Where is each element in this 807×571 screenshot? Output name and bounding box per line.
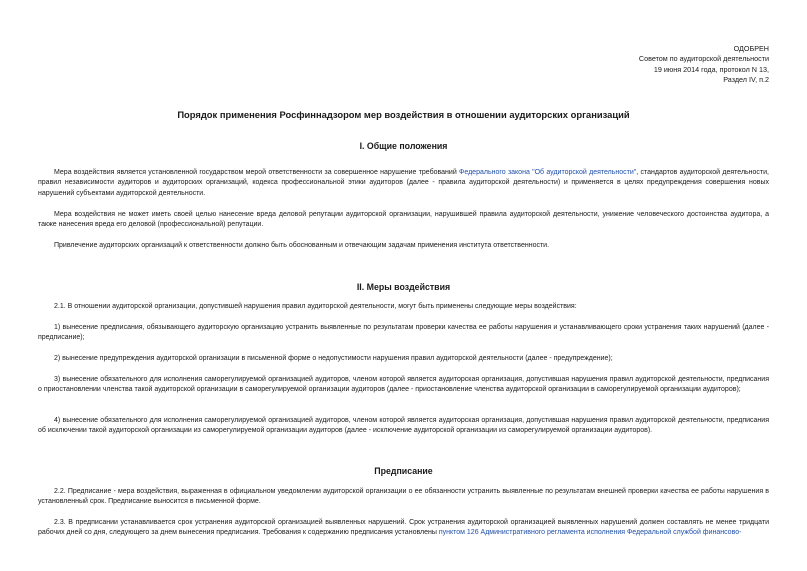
- approval-line-4: Раздел IV, п.2: [723, 75, 769, 85]
- document-title: Порядок применения Росфиннадзором мер воздействия в отношении аудиторских организаций: [177, 109, 630, 120]
- paragraph: [38, 168, 769, 199]
- section-heading-measures: II. Меры воздействия: [356, 282, 451, 292]
- approval-line-1: ОДОБРЕН: [733, 44, 769, 53]
- paragraph: 3) вынесение обязательного для исполнения саморегулируемой организацией аудиторов, членом которой является аудиторская организация, допустившая нарушения правил аудиторской деятельности, предписания о приостановлении членства такой аудиторской организации в саморегулируемой организации аудиторов (далее - приостановление членства аудиторской организации в саморегулируемой организации аудиторов);: [38, 376, 769, 394]
- paragraph: Привлечение аудиторских организаций к ответственности должно быть обоснованным и отвечающим задачам применения института ответственности.: [54, 242, 550, 249]
- approval-line-2: Советом по аудиторской деятельности: [638, 54, 769, 64]
- paragraph-text: 2.3. В предписании устанавливается срок устранения аудиторской организацией выявленных нарушений. Срок устранения аудиторской организацией выявленных нарушений должен составлять не менее тридцати рабочих дней со дня, следующего за днем вынесения предписания. Требования к содержанию предписания установлены: [38, 519, 769, 537]
- section-heading-general: I. Общие положения: [359, 141, 448, 151]
- federal-law-link[interactable]: Федерального закона "Об аудиторской деятельности": [459, 169, 637, 176]
- paragraph-text: Мера воздействия является установленной государством мерой ответственности за совершенное нарушение требований: [54, 169, 460, 176]
- section-heading-prescription: Предписание: [374, 466, 433, 476]
- approval-block: [639, 44, 769, 86]
- paragraph: 2.2. Предписание - мера воздействия, выраженная в официальном уведомлении аудиторской организации о ее обязанности устранить выявленные по результатам внешней проверки качества ее работы нарушения в установленный срок. Предписание выносится в письменной форме.: [38, 488, 769, 506]
- approval-line-3: 19 июня 2014 года, протокол N 13,: [653, 64, 769, 74]
- paragraph: 1) вынесение предписания, обязывающего аудиторскую организацию устранить выявленные по результатам проверки качества ее работы нарушения и устанавливающего сроки устранения таких нарушений (далее - предписание);: [38, 324, 769, 342]
- paragraph: 2.1. В отношении аудиторской организации, допустившей нарушения правил аудиторской деятельности, могут быть применены следующие меры воздействия:: [54, 303, 577, 310]
- regulation-link[interactable]: пунктом 126 Административного регламента исполнения Федеральной службой финансово-: [438, 529, 742, 537]
- paragraph: [38, 518, 769, 539]
- paragraph: 2) вынесение предупреждения аудиторской организации в письменной форме о недопустимости нарушения правил аудиторской деятельности (далее - предупреждение);: [54, 355, 613, 362]
- paragraph: 4) вынесение обязательного для исполнения саморегулируемой организацией аудиторов, членом которой является аудиторская организация, допустившая нарушения правил аудиторской деятельности, предписания об исключении такой аудиторской организации из саморегулируемой организации аудиторов (далее - исключение аудиторской организации из саморегулируемой организации аудиторов).: [38, 417, 769, 435]
- paragraph-text: , стандартов аудиторской деятельности, правил независимости аудиторов и аудиторских организаций, кодекса профессиональной этики аудиторов (далее - правила аудиторской деятельности) и применяется в целях предупреждения совершения новых нарушений субъектами аудиторской деятельности.: [38, 169, 769, 197]
- paragraph: Мера воздействия не может иметь своей целью нанесение вреда деловой репутации аудиторской организации, нарушившей правила аудиторской деятельности, унижение человеческого достоинства аудитора, а также нанесения вреда его деловой (профессиональной) репутации.: [38, 211, 769, 229]
